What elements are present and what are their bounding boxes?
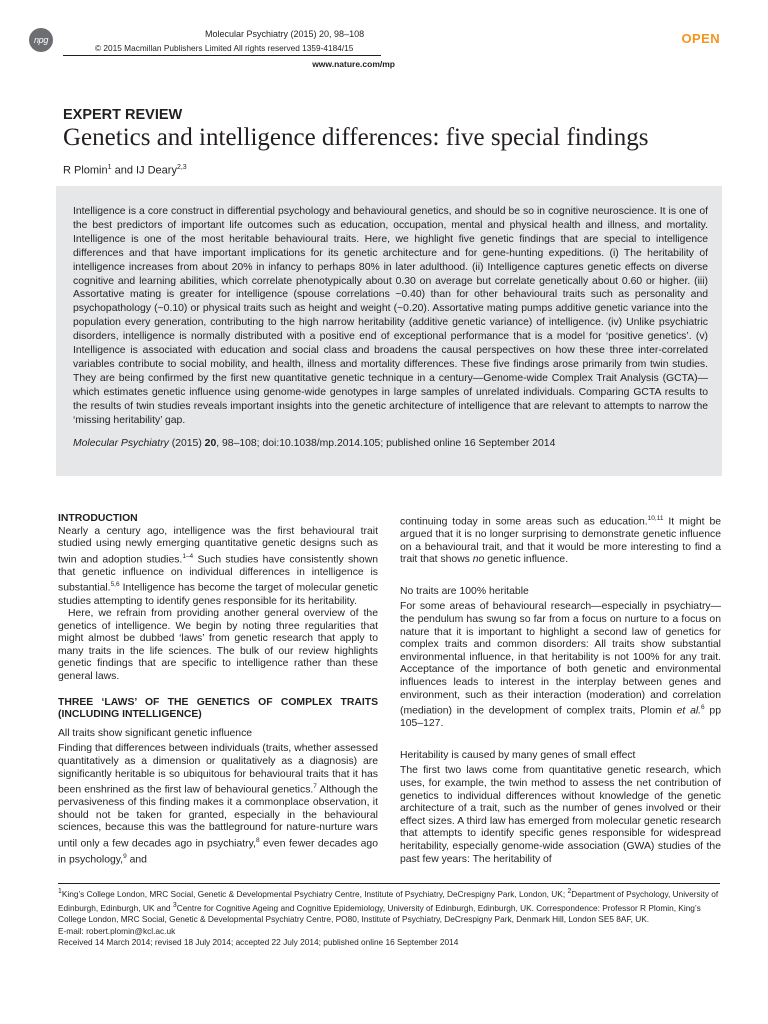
citation-year: (2015) <box>168 437 205 449</box>
spacer <box>400 731 721 744</box>
abstract-text: Intelligence is a core construct in differential psychology and behavioural genetics, and should be so in cognitive neuroscience. It is one of the best predictors of important life outcomes such as education, occupation, mental and physical health and illness, and mortality. Intelligence is one of the most heritable behavioural traits. Here, we highlight five genetic findings that are special to intelligence differences and that have important implications for its genetic architecture and for gene-hunting expeditions. (i) The heritability of intelligence increases from about 20% in infancy to perhaps 80% in later adulthood. (ii) Intelligence captures genetic effects on diverse cognitive and learning abilities, which correlate phenotypically about 0.30 on average but correlate genetically about 0.60 or higher. (iii) Assortative mating is greater for intelligence (spouse correlations ~0.40) than for other behavioural traits such as personality and psychopathology (~0.10) or physical traits such as height and weight (~0.20). Assortative mating pumps additive genetic variance into the population every generation, contributing to the high narrow heritability (additive genetic variance) of intelligence. (iv) Unlike psychiatric disorders, intelligence is normally distributed with a positive end of exceptional performance that is a model for ‘positive genetics’. (v) Intelligence is associated with education and social class and broadens the causal perspectives on how these three inter-correlated variables contribute to social mobility, and health, illness and mortality differences. These five findings arose primarily from twin studies. They are being confirmed by the first new quantitative genetic technique in a century—Genome-wide Complex Trait Analysis (GCTA)—which estimates genetic influence using genome-wide genotypes in large samples of unrelated individuals. Comparing GCTA results to the results of twin studies reveals important insights into the genetic architecture of intelligence that are relevant to attempts to narrow the ‘missing heritability’ gap. <box>73 206 708 426</box>
subsection-heading-law1: All traits show significant genetic influence <box>58 727 253 739</box>
author-name: R Plomin <box>63 164 108 177</box>
reference-marker[interactable]: 6 <box>701 704 705 712</box>
article-title: Genetics and intelligence differences: five special findings <box>63 124 649 151</box>
text-run: King’s College London, MRC Social, Genetic & Developmental Psychiatry Centre, Institute of Psychiatry, DeCrespigny Park, London, UK; <box>61 888 568 899</box>
affiliation-marker: 1 <box>58 888 62 895</box>
journal-citation-header: Molecular Psychiatry (2015) 20, 98–108 <box>205 29 365 39</box>
text-run: pp 105–127. <box>400 705 721 730</box>
body-paragraph <box>58 526 378 609</box>
reference-marker[interactable]: 9 <box>123 853 127 861</box>
spacer <box>400 567 721 580</box>
body-paragraph: Here, we refrain from providing another general overview of the genetics of intelligence. We begin by noting three regularities that might almost be dubbed ‘laws’ from genetic research that apply to many traits in the life sciences. The bulk of our review highlights genetic findings that are specific to intelligence rather than these general laws. <box>58 608 378 683</box>
citation-details: , 98–108; doi:10.1038/mp.2014.105; published online 16 September 2014 <box>216 437 556 449</box>
body-paragraph <box>58 743 378 867</box>
text-run: continuing today in some areas such as education. <box>400 516 648 528</box>
affiliation-marker: 2,3 <box>176 164 187 171</box>
article-type-label: EXPERT REVIEW <box>63 107 183 123</box>
received-dates: Received 14 March 2014; revised 18 July 2014; accepted 22 July 2014; published online 16 September 2014 <box>58 937 459 948</box>
text-run: Intelligence has become the target of molecular genetic studies attempting to identify genes responsible for its heritability. <box>58 582 378 607</box>
text-run: Department of Psychology, University of Edinburgh, Edinburgh, UK and <box>58 888 719 913</box>
text-run: For some areas of behavioural research—especially in psychiatry—the pendulum has swung so far from a focus on nurture to a focus on nature that it is important to highlight a second law of genetics for complex traits and common disorders: All traits show substantial environmental influence, in that heritability is not 100% for any trait. Acceptance of the importance of both genetic and environmental influences leads to interest in the interplay between genes and environment, such as their interaction (moderation) and correlation (mediation) in the development of complex traits, Plomin <box>400 601 721 717</box>
footnotes <box>58 886 722 949</box>
spacer <box>58 684 378 697</box>
reference-marker[interactable]: 1–4 <box>182 552 194 560</box>
copyright-line: © 2015 Macmillan Publishers Limited All rights reserved 1359-4184/15 <box>95 43 354 53</box>
affiliations-note <box>58 886 722 926</box>
text-run: Centre for Cognitive Ageing and Cognitive Epidemiology, University of Edinburgh, Edinburgh, UK. Correspondence: Professor R Plomin, King’s College London, MRC Social, Genetic & Developmental Psychiatry Centre, PO80, Institute of Psychiatry, DeCrespigny Park, Denmark Hill, London SE5 8AF, UK. <box>58 902 701 925</box>
author-name: IJ Deary <box>136 164 177 177</box>
abstract-box <box>56 186 722 476</box>
body-paragraph <box>400 601 721 730</box>
author-separator: and <box>111 164 136 177</box>
text-run: even fewer decades ago in psychology, <box>58 838 378 866</box>
text-run: Finding that differences between individuals (traits, whether assessed quantitatively as a dimension or qualitatively as a diagnosis) are significantly heritable is so ubiquitous for behavioural traits that it has been enshrined as the first law of behavioural genetics. <box>58 743 378 796</box>
text-run: and <box>126 854 147 866</box>
reference-marker[interactable]: 7 <box>313 783 317 791</box>
footnote-divider <box>58 883 720 884</box>
text-run: Nearly a century ago, intelligence was the first behavioural trait studied using newly emerging quantitative genetic designs such as twin and adoption studies. <box>58 525 378 566</box>
affiliation-marker: 2 <box>567 888 572 895</box>
open-access-badge: OPEN <box>681 31 720 46</box>
citation-volume: 20 <box>204 437 217 449</box>
left-column <box>58 513 378 867</box>
header-divider <box>63 55 381 56</box>
text-run: Such studies have consistently shown that genetic influence on individual differences in intelligence is substantial. <box>58 554 378 594</box>
subsection-heading-law3: Heritability is caused by many genes of small effect <box>400 749 636 761</box>
right-column <box>400 513 721 866</box>
body-paragraph: The first two laws come from quantitative genetic research, which uses, for example, the twin method to assess the net contribution of genetics to individual differences without knowledge of the genetic architecture of a trait, such as the number of genes involved or their effect sizes. A third law has emerged from molecular genetic research that attempts to identify specific genes responsible for widespread heritability, especially genome-wide association (GWA) studies of the past few years: The heritability of <box>400 765 721 865</box>
publisher-logo: npg <box>29 28 53 52</box>
reference-marker[interactable]: 5,6 <box>110 581 120 589</box>
reference-marker[interactable]: 8 <box>255 837 260 845</box>
affiliation-marker: 1 <box>107 164 112 171</box>
citation-journal: Molecular Psychiatry <box>73 437 169 449</box>
article-citation <box>73 437 708 450</box>
subsection-heading-law2: No traits are 100% heritable <box>400 585 529 597</box>
section-heading-introduction: INTRODUCTION <box>58 513 138 524</box>
author-list <box>63 164 187 177</box>
journal-url-link[interactable]: www.nature.com/mp <box>312 59 395 69</box>
body-paragraph <box>400 513 721 567</box>
emphasis-text: et al. <box>676 705 702 717</box>
text-run: genetic influence. <box>484 554 569 566</box>
reference-marker[interactable]: 10,11 <box>647 515 664 522</box>
section-heading-laws: THREE ‘LAWS’ OF THE GENETICS OF COMPLEX TRAITS (INCLUDING INTELLIGENCE) <box>58 696 378 721</box>
emphasis-text: no <box>472 554 485 566</box>
text-run: Although the pervasiveness of this finding makes it a commonplace observation, it should not be taken for granted, especially in the behavioural sciences, because this was the battleground for nature-nurture wars until only a few decades ago in psychiatry, <box>58 784 378 850</box>
correspondence-email[interactable]: E-mail: robert.plomin@kcl.ac.uk <box>58 925 176 936</box>
affiliation-marker: 3 <box>172 902 177 910</box>
text-run: It might be argued that it is no longer surprising to demonstrate genetic influence on a behavioural trait, and that it would be more interesting to find a trait that shows <box>400 516 722 566</box>
